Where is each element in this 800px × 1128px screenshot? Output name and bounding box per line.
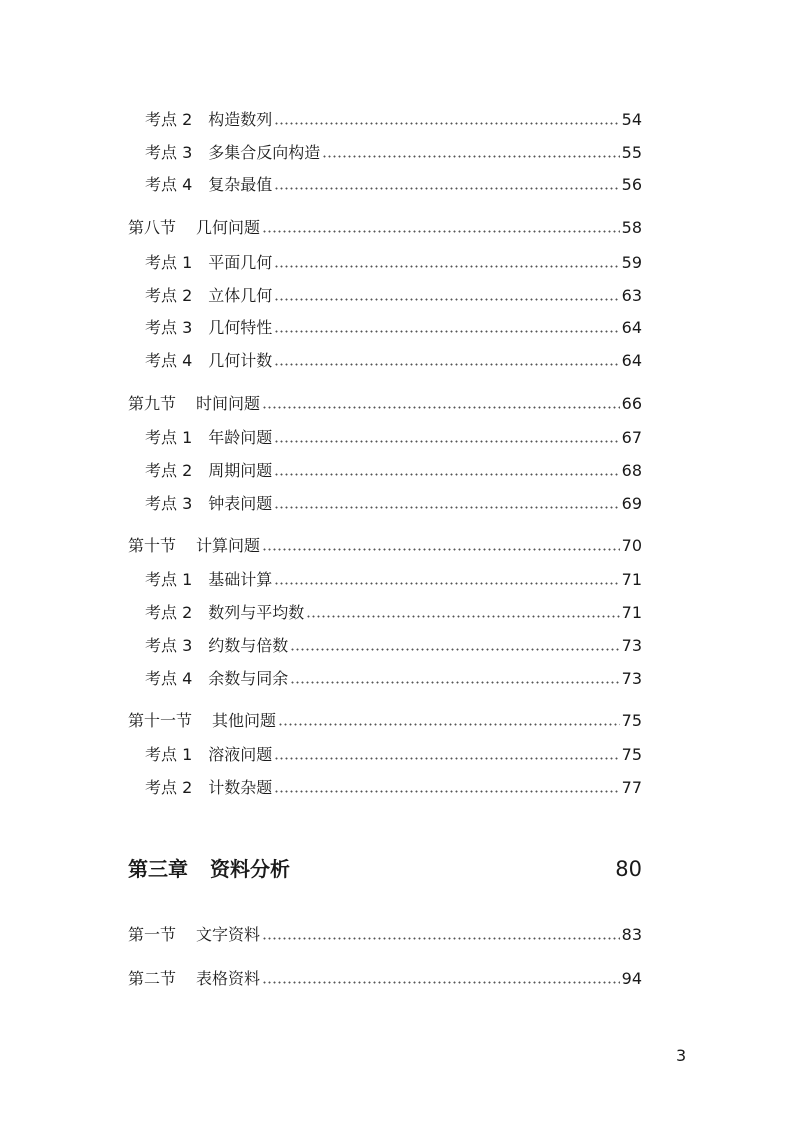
toc-entry[interactable] xyxy=(145,669,642,689)
toc-section-title: 表格资料 xyxy=(196,969,261,988)
leader-dots xyxy=(274,473,619,476)
toc-entry-page: 69 xyxy=(621,494,642,513)
toc-entry-page: 68 xyxy=(621,461,642,480)
toc-section[interactable] xyxy=(128,394,642,414)
toc-entry-page: 63 xyxy=(621,286,642,305)
toc-entry-title: 余数与同余 xyxy=(208,669,289,688)
toc-entry-label: 考点 2 xyxy=(145,603,193,622)
toc-entry-label: 考点 1 xyxy=(145,570,193,589)
toc-entry[interactable] xyxy=(145,175,642,195)
leader-dots xyxy=(262,406,620,409)
toc-entry-title: 多集合反向构造 xyxy=(208,143,321,162)
leader-dots xyxy=(274,582,619,585)
toc-entry-label: 考点 1 xyxy=(145,253,193,272)
toc-entry-title: 钟表问题 xyxy=(208,494,273,513)
toc-section-page: 75 xyxy=(621,711,642,730)
toc-entry[interactable] xyxy=(145,286,642,306)
toc-entry-label: 考点 1 xyxy=(145,745,193,764)
toc-section-page: 83 xyxy=(621,925,642,944)
toc-entry-title: 平面几何 xyxy=(208,253,273,272)
toc-entry[interactable] xyxy=(145,778,642,798)
toc-entry[interactable] xyxy=(145,110,642,130)
toc-entry-page: 64 xyxy=(621,351,642,370)
leader-dots xyxy=(290,681,619,684)
toc-entry-label: 考点 2 xyxy=(145,461,193,480)
toc-chapter-label: 第三章 xyxy=(128,857,188,881)
toc-section-title: 时间问题 xyxy=(196,394,261,413)
toc-entry-title: 几何特性 xyxy=(208,318,273,337)
toc-entry-label: 考点 2 xyxy=(145,110,193,129)
toc-entry-page: 54 xyxy=(621,110,642,129)
toc-entry[interactable] xyxy=(145,428,642,448)
toc-section-label: 第二节 xyxy=(128,969,177,988)
toc-section[interactable] xyxy=(128,969,642,989)
toc-entry[interactable] xyxy=(145,253,642,273)
toc-entry-label: 考点 3 xyxy=(145,494,193,513)
toc-entry-title: 数列与平均数 xyxy=(208,603,305,622)
toc-section-page: 70 xyxy=(621,536,642,555)
toc-entry-page: 55 xyxy=(621,143,642,162)
leader-dots xyxy=(322,155,619,158)
toc-entry-title: 年龄问题 xyxy=(208,428,273,447)
toc-entry-title: 计数杂题 xyxy=(208,778,273,797)
toc-entry-label: 考点 3 xyxy=(145,143,193,162)
toc-entry-title: 立体几何 xyxy=(208,286,273,305)
leader-dots xyxy=(290,648,619,651)
toc-entry[interactable] xyxy=(145,351,642,371)
toc-section-label: 第一节 xyxy=(128,925,177,944)
leader-dots xyxy=(306,615,619,618)
leader-dots xyxy=(274,298,619,301)
leader-dots xyxy=(274,506,619,509)
toc-section-page: 66 xyxy=(621,394,642,413)
toc-section-label: 第九节 xyxy=(128,394,177,413)
toc-entry-label: 考点 2 xyxy=(145,778,193,797)
toc-section-label: 第十节 xyxy=(128,536,177,555)
toc-entry-page: 77 xyxy=(621,778,642,797)
toc-entry-page: 56 xyxy=(621,175,642,194)
toc-entry-title: 几何计数 xyxy=(208,351,273,370)
toc-section-label: 第十一节 xyxy=(128,711,193,730)
leader-dots xyxy=(274,122,619,125)
page-number: 3 xyxy=(676,1046,687,1065)
toc-entry-page: 64 xyxy=(621,318,642,337)
toc-section-title: 几何问题 xyxy=(196,218,261,237)
toc-entry-title: 基础计算 xyxy=(208,570,273,589)
toc-section-label: 第八节 xyxy=(128,218,177,237)
toc-entry-page: 73 xyxy=(621,636,642,655)
toc-entry-label: 考点 4 xyxy=(145,351,193,370)
toc-entry[interactable] xyxy=(145,570,642,590)
toc-entry[interactable] xyxy=(145,636,642,656)
leader-dots xyxy=(274,330,619,333)
leader-dots xyxy=(274,790,619,793)
toc-section[interactable] xyxy=(128,925,642,945)
toc-entry[interactable] xyxy=(145,318,642,338)
toc-entry-label: 考点 3 xyxy=(145,318,193,337)
toc-entry-label: 考点 3 xyxy=(145,636,193,655)
leader-dots xyxy=(274,757,619,760)
toc-entry-page: 67 xyxy=(621,428,642,447)
toc-entry[interactable] xyxy=(145,461,642,481)
toc-section-title: 其他问题 xyxy=(212,711,277,730)
toc-entry-title: 溶液问题 xyxy=(208,745,273,764)
toc-section-title: 文字资料 xyxy=(196,925,261,944)
toc-entry-label: 考点 2 xyxy=(145,286,193,305)
toc-section-page: 94 xyxy=(621,969,642,988)
leader-dots xyxy=(274,363,619,366)
toc-entry-label: 考点 1 xyxy=(145,428,193,447)
toc-section[interactable] xyxy=(128,711,642,731)
toc-entry-title: 周期问题 xyxy=(208,461,273,480)
toc-entry-page: 59 xyxy=(621,253,642,272)
toc-entry[interactable] xyxy=(145,603,642,623)
toc-entry[interactable] xyxy=(145,745,642,765)
toc-section[interactable] xyxy=(128,536,642,556)
toc-entry-title: 构造数列 xyxy=(208,110,273,129)
toc-entry-label: 考点 4 xyxy=(145,175,193,194)
toc-section[interactable] xyxy=(128,218,642,238)
toc-section-title: 计算问题 xyxy=(196,536,261,555)
toc-entry-page: 73 xyxy=(621,669,642,688)
leader-dots xyxy=(274,440,619,443)
leader-dots xyxy=(278,723,620,726)
leader-dots xyxy=(262,230,620,233)
toc-entry[interactable] xyxy=(145,143,642,163)
toc-entry-label: 考点 4 xyxy=(145,669,193,688)
toc-chapter-title: 资料分析 xyxy=(210,857,290,881)
toc-entry-page: 71 xyxy=(621,570,642,589)
toc-entry[interactable] xyxy=(145,494,642,514)
toc-section-page: 58 xyxy=(621,218,642,237)
toc-entry-title: 约数与倍数 xyxy=(208,636,289,655)
toc-chapter[interactable] xyxy=(128,856,642,882)
leader-dots xyxy=(262,937,620,940)
toc-entry-page: 75 xyxy=(621,745,642,764)
leader-dots xyxy=(262,548,620,551)
toc-entry-title: 复杂最值 xyxy=(208,175,273,194)
leader-dots xyxy=(262,981,620,984)
leader-dots xyxy=(274,187,619,190)
toc-entry-page: 71 xyxy=(621,603,642,622)
leader-dots xyxy=(274,265,619,268)
toc-chapter-page: 80 xyxy=(615,857,642,881)
